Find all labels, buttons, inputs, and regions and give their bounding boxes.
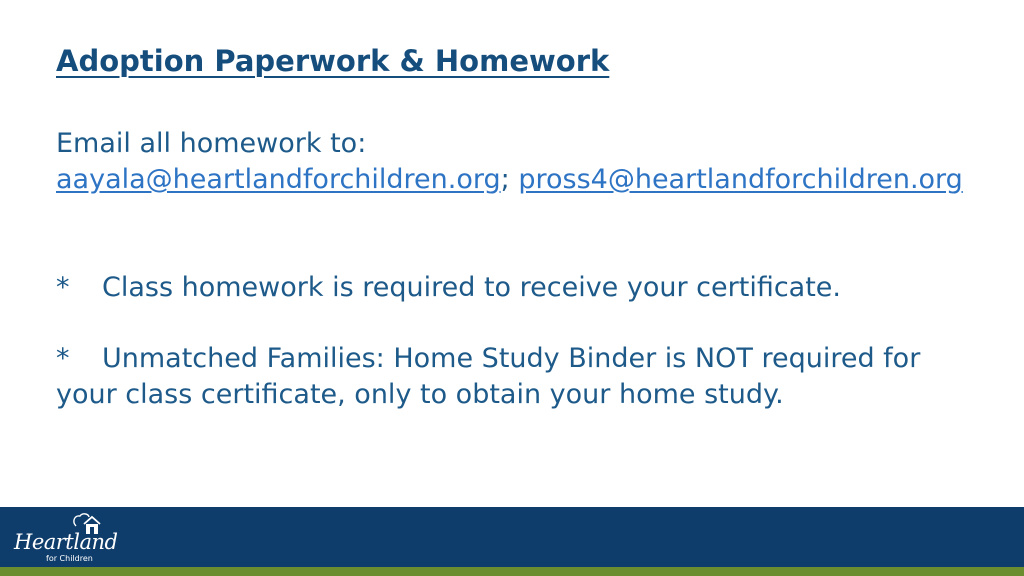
homework-note-text: Class homework is required to receive your certificate. xyxy=(102,272,841,303)
email-intro: Email all homework to: xyxy=(56,128,367,159)
footer-stripe xyxy=(0,567,1024,576)
slide-title: Adoption Paperwork & Homework xyxy=(56,44,610,78)
home-study-note xyxy=(56,341,986,413)
email-link-pross4[interactable]: pross4@heartlandforchildren.org xyxy=(518,164,963,195)
email-list xyxy=(56,162,986,198)
home-study-note-text: Unmatched Families: Home Study Binder is NOT required for your class certificate, only to obtain your home study. xyxy=(56,343,921,410)
heartland-logo xyxy=(14,512,118,564)
bullet-marker: * xyxy=(56,343,70,374)
homework-note xyxy=(56,270,986,306)
logo-tagline: for Children xyxy=(46,554,93,563)
email-link-aayala[interactable]: aayala@heartlandforchildren.org xyxy=(56,164,501,195)
bullet-marker: * xyxy=(56,272,70,303)
email-separator: ; xyxy=(500,164,510,195)
logo-wordmark: Heartland xyxy=(14,530,118,554)
footer-bar xyxy=(0,507,1024,567)
